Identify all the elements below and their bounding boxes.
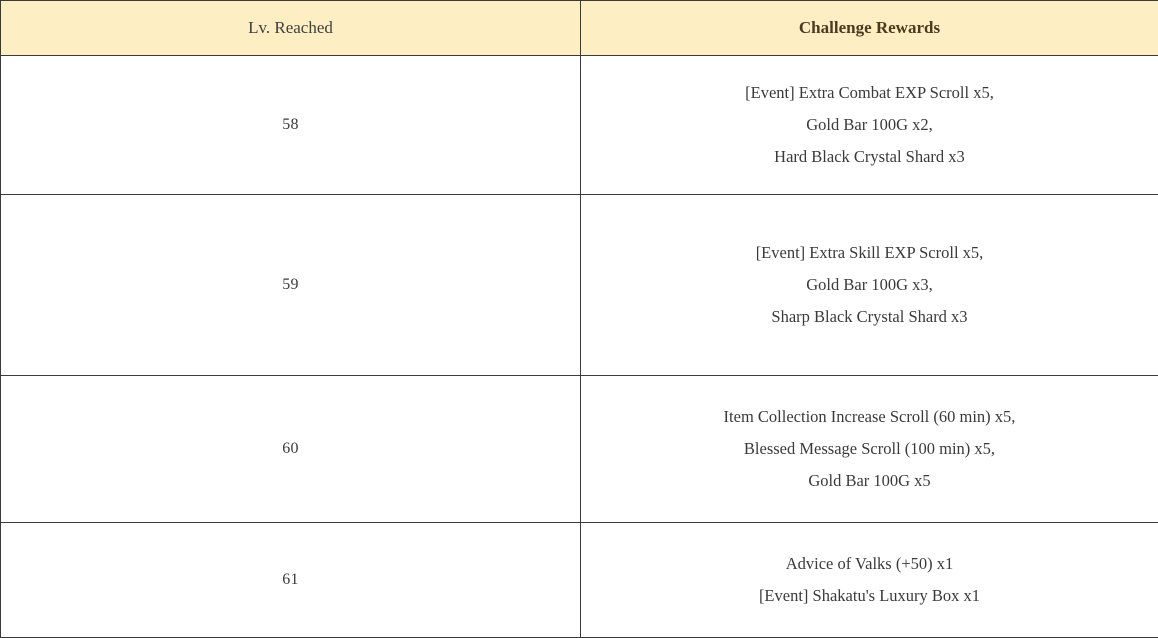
table-row [1,195,1158,376]
reward-line: Blessed Message Scroll (100 min) x5, [591,433,1148,465]
level-value: 59 [1,195,581,376]
table-header-row [1,1,1158,56]
table-row [1,56,1158,195]
table-row [1,523,1158,638]
reward-line: Gold Bar 100G x3, [591,269,1148,301]
reward-line: Sharp Black Crystal Shard x3 [591,301,1148,333]
level-value: 61 [1,523,581,638]
reward-line: [Event] Extra Skill EXP Scroll x5, [591,237,1148,269]
table-body [1,56,1158,638]
rewards-list [581,56,1158,195]
reward-line: [Event] Shakatu's Luxury Box x1 [591,580,1148,612]
reward-line: Item Collection Increase Scroll (60 min) x5, [591,401,1148,433]
column-header-rewards: Challenge Rewards [581,1,1158,56]
rewards-list [581,195,1158,376]
reward-line: Advice of Valks (+50) x1 [591,548,1148,580]
reward-line: Gold Bar 100G x5 [591,465,1148,497]
table-row [1,376,1158,523]
reward-line: Hard Black Crystal Shard x3 [591,141,1148,173]
reward-line: Gold Bar 100G x2, [591,109,1148,141]
reward-line: [Event] Extra Combat EXP Scroll x5, [591,77,1148,109]
level-value: 58 [1,56,581,195]
level-value: 60 [1,376,581,523]
table-header [1,1,1158,56]
rewards-list [581,523,1158,638]
column-header-level: Lv. Reached [1,1,581,56]
rewards-list [581,376,1158,523]
